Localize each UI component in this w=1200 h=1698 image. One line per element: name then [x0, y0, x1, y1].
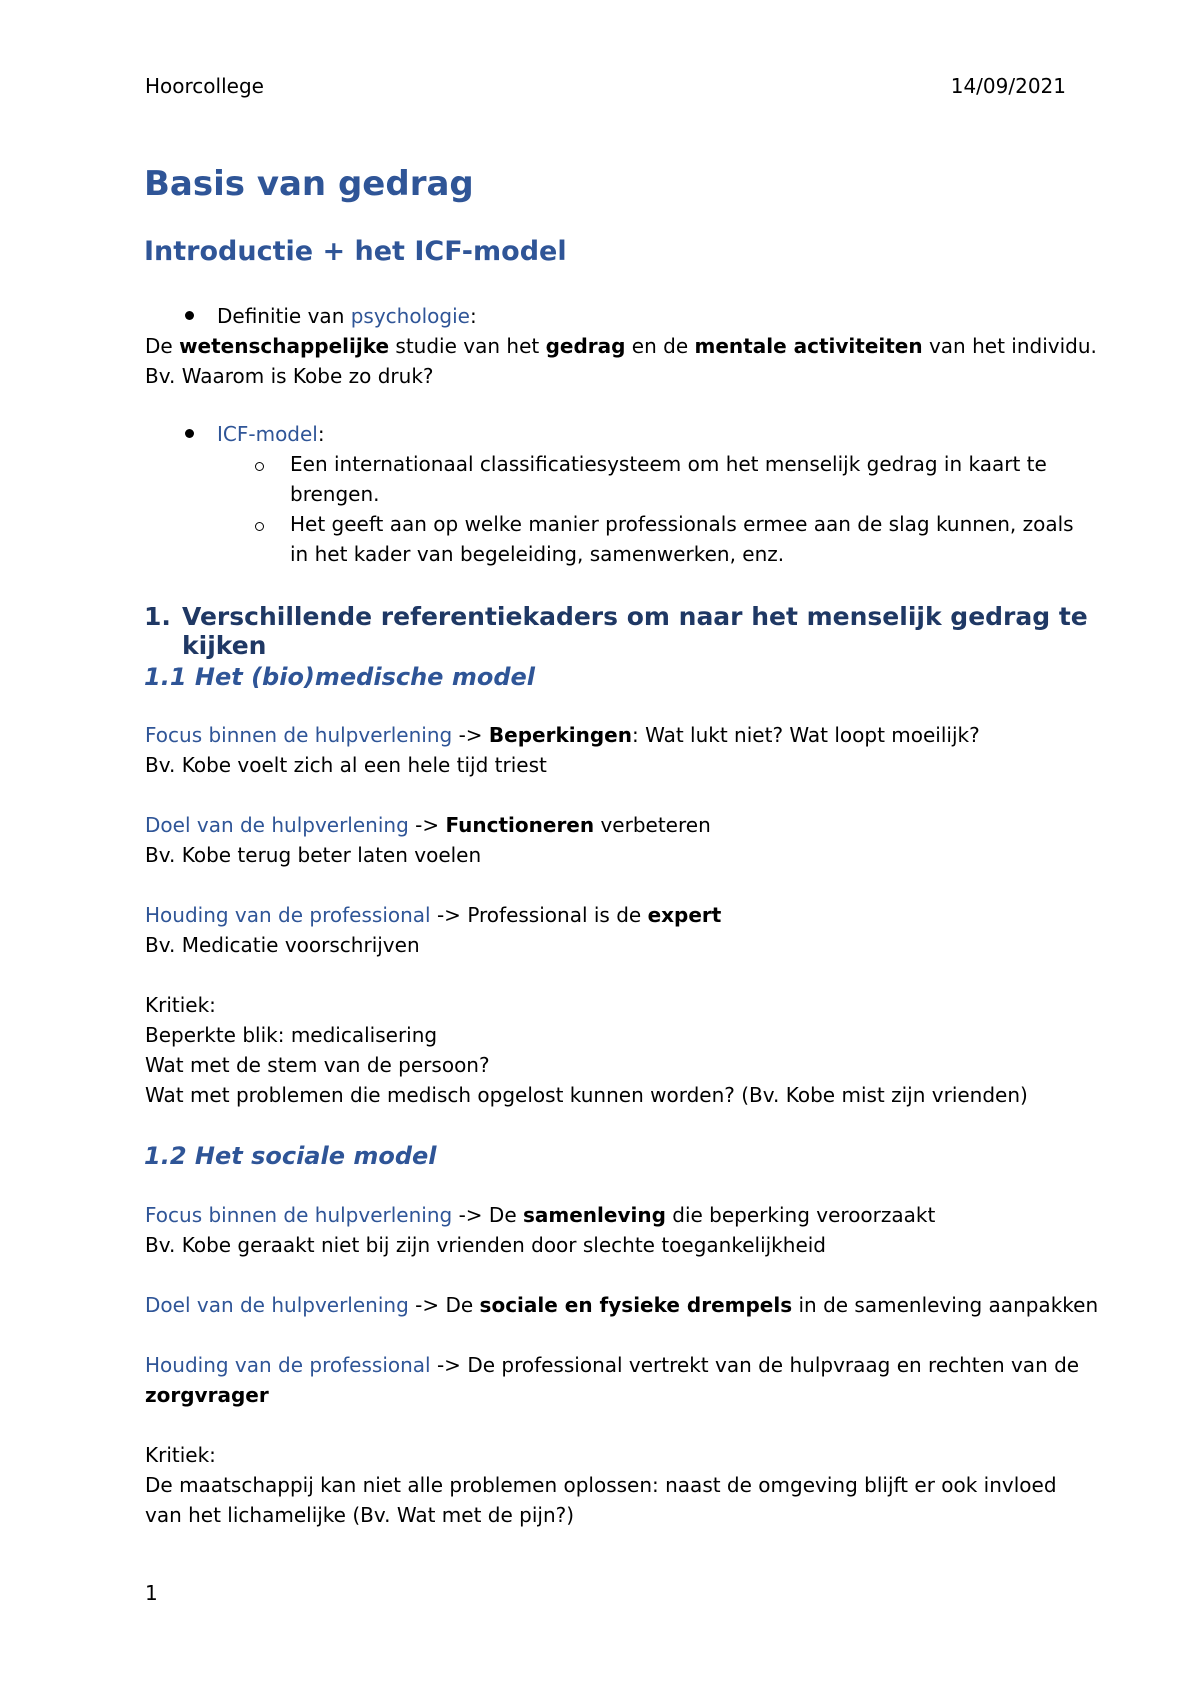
- bullet-dot: [185, 429, 194, 438]
- page-title: Basis van gedrag: [144, 164, 474, 204]
- bullet-icf: ICF-model:: [217, 422, 325, 446]
- term-psychologie: psychologie: [350, 304, 470, 328]
- icf-point-2-line1: Het geeft aan op welke manier professionals ermee aan de slag kunnen, zoals: [290, 512, 1074, 536]
- subtitle: Introductie + het ICF-model: [144, 236, 567, 267]
- header-left: Hoorcollege: [145, 74, 264, 98]
- section-title-line2: kijken: [182, 631, 267, 660]
- model2-kritiek-1: De maatschappij kan niet alle problemen oplossen: naast de omgeving blijft er ook invloed: [145, 1473, 1057, 1497]
- model2-heading: 1.2 Het sociale model: [144, 1142, 437, 1170]
- sub-bullet-circle: [255, 462, 264, 471]
- icf-point-2-line2: in het kader van begeleiding, samenwerken, enz.: [290, 542, 785, 566]
- bullet-definition: Definitie van psychologie:: [217, 304, 477, 328]
- section-title-line1: Verschillende referentiekaders om naar het menselijk gedrag te: [182, 602, 1088, 631]
- model2-doel: Doel van de hulpverlening -> De sociale en fysieke drempels in de samenleving aanpakken: [145, 1293, 1099, 1317]
- model1-kritiek-3: Wat met problemen die medisch opgelost kunnen worden? (Bv. Kobe mist zijn vrienden): [145, 1083, 1028, 1107]
- model1-houding-example: Bv. Medicatie voorschrijven: [145, 933, 420, 957]
- model1-doel: Doel van de hulpverlening -> Functioneren verbeteren: [145, 813, 711, 837]
- term-icf-model: ICF-model: [217, 422, 318, 446]
- bullet-dot: [185, 311, 194, 320]
- icf-point-1-line1: Een internationaal classificatiesysteem om het menselijk gedrag in kaart te: [290, 452, 1047, 476]
- header-date: 14/09/2021: [950, 74, 1066, 98]
- model2-kritiek-label: Kritiek:: [145, 1443, 216, 1467]
- model1-kritiek-2: Wat met de stem van de persoon?: [145, 1053, 490, 1077]
- model2-focus-example: Bv. Kobe geraakt niet bij zijn vrienden door slechte toegankelijkheid: [145, 1233, 826, 1257]
- sub-bullet-circle: [255, 522, 264, 531]
- model1-doel-example: Bv. Kobe terug beter laten voelen: [145, 843, 482, 867]
- model1-kritiek-label: Kritiek:: [145, 993, 216, 1017]
- model2-houding: Houding van de professional -> De professional vertrekt van de hulpvraag en rechten van de: [145, 1353, 1080, 1377]
- definition-line: De wetenschappelijke studie van het gedrag en de mentale activiteiten van het individu.: [145, 334, 1097, 358]
- section-number: 1.: [144, 602, 171, 631]
- model1-focus-example: Bv. Kobe voelt zich al een hele tijd triest: [145, 753, 547, 777]
- model2-focus: Focus binnen de hulpverlening -> De samenleving die beperking veroorzaakt: [145, 1203, 936, 1227]
- model1-focus: Focus binnen de hulpverlening -> Beperkingen: Wat lukt niet? Wat loopt moeilijk?: [145, 723, 980, 747]
- model1-heading: 1.1 Het (bio)medische model: [144, 663, 535, 691]
- page-number: 1: [145, 1581, 158, 1605]
- model2-kritiek-2: van het lichamelijke (Bv. Wat met de pijn?): [145, 1503, 575, 1527]
- model2-houding-cont: zorgvrager: [145, 1383, 269, 1407]
- model1-kritiek-1: Beperkte blik: medicalisering: [145, 1023, 438, 1047]
- model1-houding: Houding van de professional -> Professional is de expert: [145, 903, 722, 927]
- definition-example: Bv. Waarom is Kobe zo druk?: [145, 364, 434, 388]
- icf-point-1-line2: brengen.: [290, 482, 380, 506]
